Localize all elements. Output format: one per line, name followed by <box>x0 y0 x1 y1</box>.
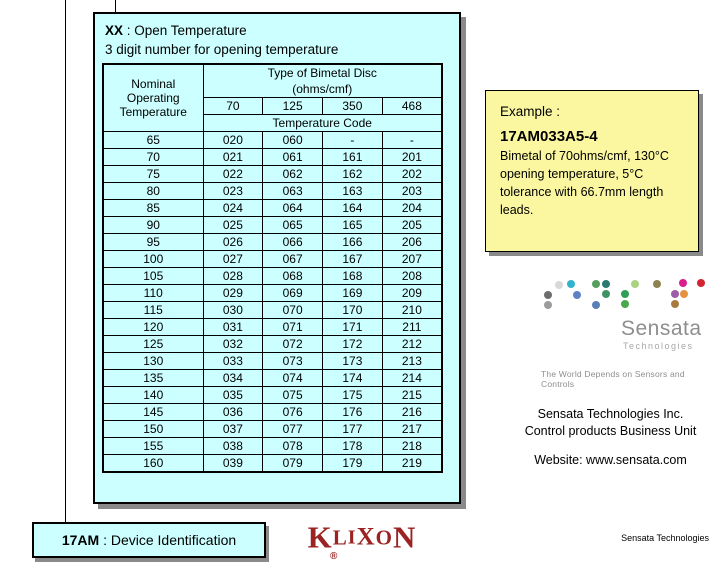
code-cell: 204 <box>382 200 442 217</box>
code-cell: 163 <box>323 183 383 200</box>
logo-dot-icon <box>567 280 575 288</box>
table-row <box>103 251 442 268</box>
logo-dot-icon <box>621 300 629 308</box>
table-row <box>103 149 442 166</box>
table-row <box>103 353 442 370</box>
code-cell: 207 <box>382 251 442 268</box>
temperature-cell: 80 <box>103 183 203 200</box>
bimetal-disc-header-line1: Type of Bimetal Disc <box>267 66 377 80</box>
nominal-temperature-header: Nominal Operating Temperature <box>103 64 203 132</box>
code-cell: 028 <box>203 268 263 285</box>
code-cell: 039 <box>203 455 263 472</box>
table-row <box>103 421 442 438</box>
code-cell: 075 <box>263 387 323 404</box>
temperature-cell: 115 <box>103 302 203 319</box>
code-cell: 064 <box>263 200 323 217</box>
temperature-cell: 70 <box>103 149 203 166</box>
klixon-letter: O <box>375 525 393 550</box>
code-cell: 178 <box>323 438 383 455</box>
code-cell: 067 <box>263 251 323 268</box>
klixon-logo <box>281 519 443 555</box>
logo-dot-icon <box>697 279 705 287</box>
panel-title-text: : Open Temperature <box>123 23 247 38</box>
code-cell: 172 <box>323 336 383 353</box>
temperature-code-table <box>102 63 443 473</box>
logo-dot-icon <box>653 280 661 288</box>
device-id-label <box>62 532 236 548</box>
table-row <box>103 455 442 472</box>
code-cell: 036 <box>203 404 263 421</box>
logo-dot-icon <box>544 301 552 309</box>
code-cell: 214 <box>382 370 442 387</box>
code-cell: 033 <box>203 353 263 370</box>
code-cell: 074 <box>263 370 323 387</box>
code-cell: 210 <box>382 302 442 319</box>
temperature-cell: 85 <box>103 200 203 217</box>
code-cell: 206 <box>382 234 442 251</box>
code-cell: 202 <box>382 166 442 183</box>
disc-type-header: 125 <box>263 98 323 115</box>
code-cell: 162 <box>323 166 383 183</box>
code-cell: 065 <box>263 217 323 234</box>
company-address <box>503 406 717 440</box>
logo-dot-icon <box>592 280 600 288</box>
code-cell: 034 <box>203 370 263 387</box>
table-row <box>103 438 442 455</box>
logo-dot-icon <box>621 290 629 298</box>
open-temperature-panel <box>93 12 461 504</box>
code-cell: 063 <box>263 183 323 200</box>
sensata-logo-wordmark: Sensata <box>621 317 702 340</box>
code-cell: 164 <box>323 200 383 217</box>
temperature-cell: 75 <box>103 166 203 183</box>
code-cell: 205 <box>382 217 442 234</box>
code-cell: 077 <box>263 421 323 438</box>
code-cell: 169 <box>323 285 383 302</box>
code-cell: 218 <box>382 438 442 455</box>
code-cell: 208 <box>382 268 442 285</box>
panel-title-code: XX <box>105 23 124 38</box>
code-cell: 076 <box>263 404 323 421</box>
code-cell: 073 <box>263 353 323 370</box>
example-description: Bimetal of 70ohms/cmf, 130°C opening temperature, 5°C tolerance with 66.7mm length leads. <box>500 149 669 217</box>
website-text: Website: www.sensata.com <box>534 453 687 467</box>
table-row <box>103 319 442 336</box>
connector-line-left <box>65 0 66 523</box>
table-row <box>103 268 442 285</box>
temperature-cell: 100 <box>103 251 203 268</box>
code-cell: 035 <box>203 387 263 404</box>
klixon-letter: X <box>356 523 376 551</box>
temperature-cell: 140 <box>103 387 203 404</box>
code-cell: 211 <box>382 319 442 336</box>
klixon-letter: K <box>307 519 333 555</box>
logo-dot-icon <box>592 301 600 309</box>
klixon-letter: L <box>332 525 348 550</box>
code-cell: 203 <box>382 183 442 200</box>
code-cell: 068 <box>263 268 323 285</box>
logo-dot-icon <box>544 291 552 299</box>
table-row <box>103 200 442 217</box>
code-cell: 175 <box>323 387 383 404</box>
example-part-number: 17AM033A5-4 <box>500 128 598 145</box>
code-cell: 179 <box>323 455 383 472</box>
code-cell: 166 <box>323 234 383 251</box>
code-cell: 161 <box>323 149 383 166</box>
code-cell: 070 <box>263 302 323 319</box>
table-row <box>103 234 442 251</box>
code-cell: 213 <box>382 353 442 370</box>
code-cell: 061 <box>263 149 323 166</box>
temperature-cell: 145 <box>103 404 203 421</box>
table-row <box>103 285 442 302</box>
code-cell: 030 <box>203 302 263 319</box>
disc-type-header: 468 <box>382 98 442 115</box>
example-box <box>485 90 699 252</box>
temperature-cell: 125 <box>103 336 203 353</box>
code-cell: 209 <box>382 285 442 302</box>
table-row <box>103 166 442 183</box>
code-cell: 215 <box>382 387 442 404</box>
table-header-row-group <box>103 64 442 98</box>
temperature-cell: 90 <box>103 217 203 234</box>
panel-subtitle: 3 digit number for opening temperature <box>105 42 339 57</box>
sensata-logo-subtext: Technologies <box>623 341 694 351</box>
code-cell: 023 <box>203 183 263 200</box>
klixon-letter: I <box>347 526 357 549</box>
table-row <box>103 370 442 387</box>
code-cell: - <box>382 132 442 149</box>
temperature-cell: 65 <box>103 132 203 149</box>
disc-type-header: 70 <box>203 98 263 115</box>
sensata-tagline: The World Depends on Sensors and Controls <box>541 369 685 389</box>
temperature-cell: 110 <box>103 285 203 302</box>
code-cell: 174 <box>323 370 383 387</box>
table-row <box>103 404 442 421</box>
klixon-letter: N <box>392 519 417 555</box>
code-cell: 066 <box>263 234 323 251</box>
code-cell: 173 <box>323 353 383 370</box>
code-cell: 171 <box>323 319 383 336</box>
business-unit-line: Control products Business Unit <box>524 424 697 438</box>
logo-dot-icon <box>631 280 639 288</box>
device-identification-box <box>32 522 266 558</box>
code-cell: 037 <box>203 421 263 438</box>
code-cell: 038 <box>203 438 263 455</box>
code-cell: 071 <box>263 319 323 336</box>
code-cell: 170 <box>323 302 383 319</box>
code-cell: 025 <box>203 217 263 234</box>
logo-dot-icon <box>602 280 610 288</box>
code-cell: 060 <box>263 132 323 149</box>
code-cell: 212 <box>382 336 442 353</box>
temperature-cell: 160 <box>103 455 203 472</box>
logo-dot-icon <box>573 291 581 299</box>
code-cell: 026 <box>203 234 263 251</box>
logo-dot-icon <box>671 290 679 298</box>
code-cell: - <box>323 132 383 149</box>
table-row <box>103 387 442 404</box>
code-cell: 217 <box>382 421 442 438</box>
logo-dot-icon <box>555 281 563 289</box>
bimetal-disc-header-line2: (ohms/cmf) <box>292 82 353 96</box>
code-cell: 027 <box>203 251 263 268</box>
temperature-cell: 130 <box>103 353 203 370</box>
device-id-text: : Device Identification <box>99 532 237 548</box>
logo-dot-icon <box>680 290 688 298</box>
logo-dot-icon <box>679 279 687 287</box>
code-cell: 201 <box>382 149 442 166</box>
code-cell: 024 <box>203 200 263 217</box>
code-cell: 219 <box>382 455 442 472</box>
table-row <box>103 132 442 149</box>
logo-dot-icon <box>602 290 610 298</box>
temperature-cell: 105 <box>103 268 203 285</box>
code-cell: 079 <box>263 455 323 472</box>
code-cell: 177 <box>323 421 383 438</box>
bimetal-disc-header <box>203 64 442 98</box>
code-cell: 021 <box>203 149 263 166</box>
code-cell: 072 <box>263 336 323 353</box>
footer-company-text: Sensata Technologies <box>621 533 709 543</box>
code-cell: 022 <box>203 166 263 183</box>
code-cell: 069 <box>263 285 323 302</box>
table-row <box>103 183 442 200</box>
table-row <box>103 217 442 234</box>
device-id-code: 17AM <box>61 532 100 548</box>
disc-type-header: 350 <box>323 98 383 115</box>
temperature-cell: 135 <box>103 370 203 387</box>
panel-title <box>105 21 459 40</box>
code-cell: 176 <box>323 404 383 421</box>
table-row <box>103 336 442 353</box>
temperature-cell: 150 <box>103 421 203 438</box>
code-cell: 078 <box>263 438 323 455</box>
table-header-group <box>103 64 442 132</box>
code-cell: 062 <box>263 166 323 183</box>
table-body <box>103 132 442 472</box>
table-row <box>103 302 442 319</box>
code-cell: 216 <box>382 404 442 421</box>
code-cell: 020 <box>203 132 263 149</box>
temperature-cell: 120 <box>103 319 203 336</box>
code-cell: 165 <box>323 217 383 234</box>
temperature-code-header: Temperature Code <box>203 115 442 132</box>
example-label: Example : <box>500 104 561 119</box>
logo-dot-icon <box>671 300 679 308</box>
temperature-cell: 155 <box>103 438 203 455</box>
registered-trademark-icon: ® <box>330 551 338 562</box>
company-name-line: Sensata Technologies Inc. <box>537 407 684 421</box>
temperature-cell: 95 <box>103 234 203 251</box>
code-cell: 031 <box>203 319 263 336</box>
code-cell: 167 <box>323 251 383 268</box>
code-cell: 032 <box>203 336 263 353</box>
code-cell: 029 <box>203 285 263 302</box>
code-cell: 168 <box>323 268 383 285</box>
